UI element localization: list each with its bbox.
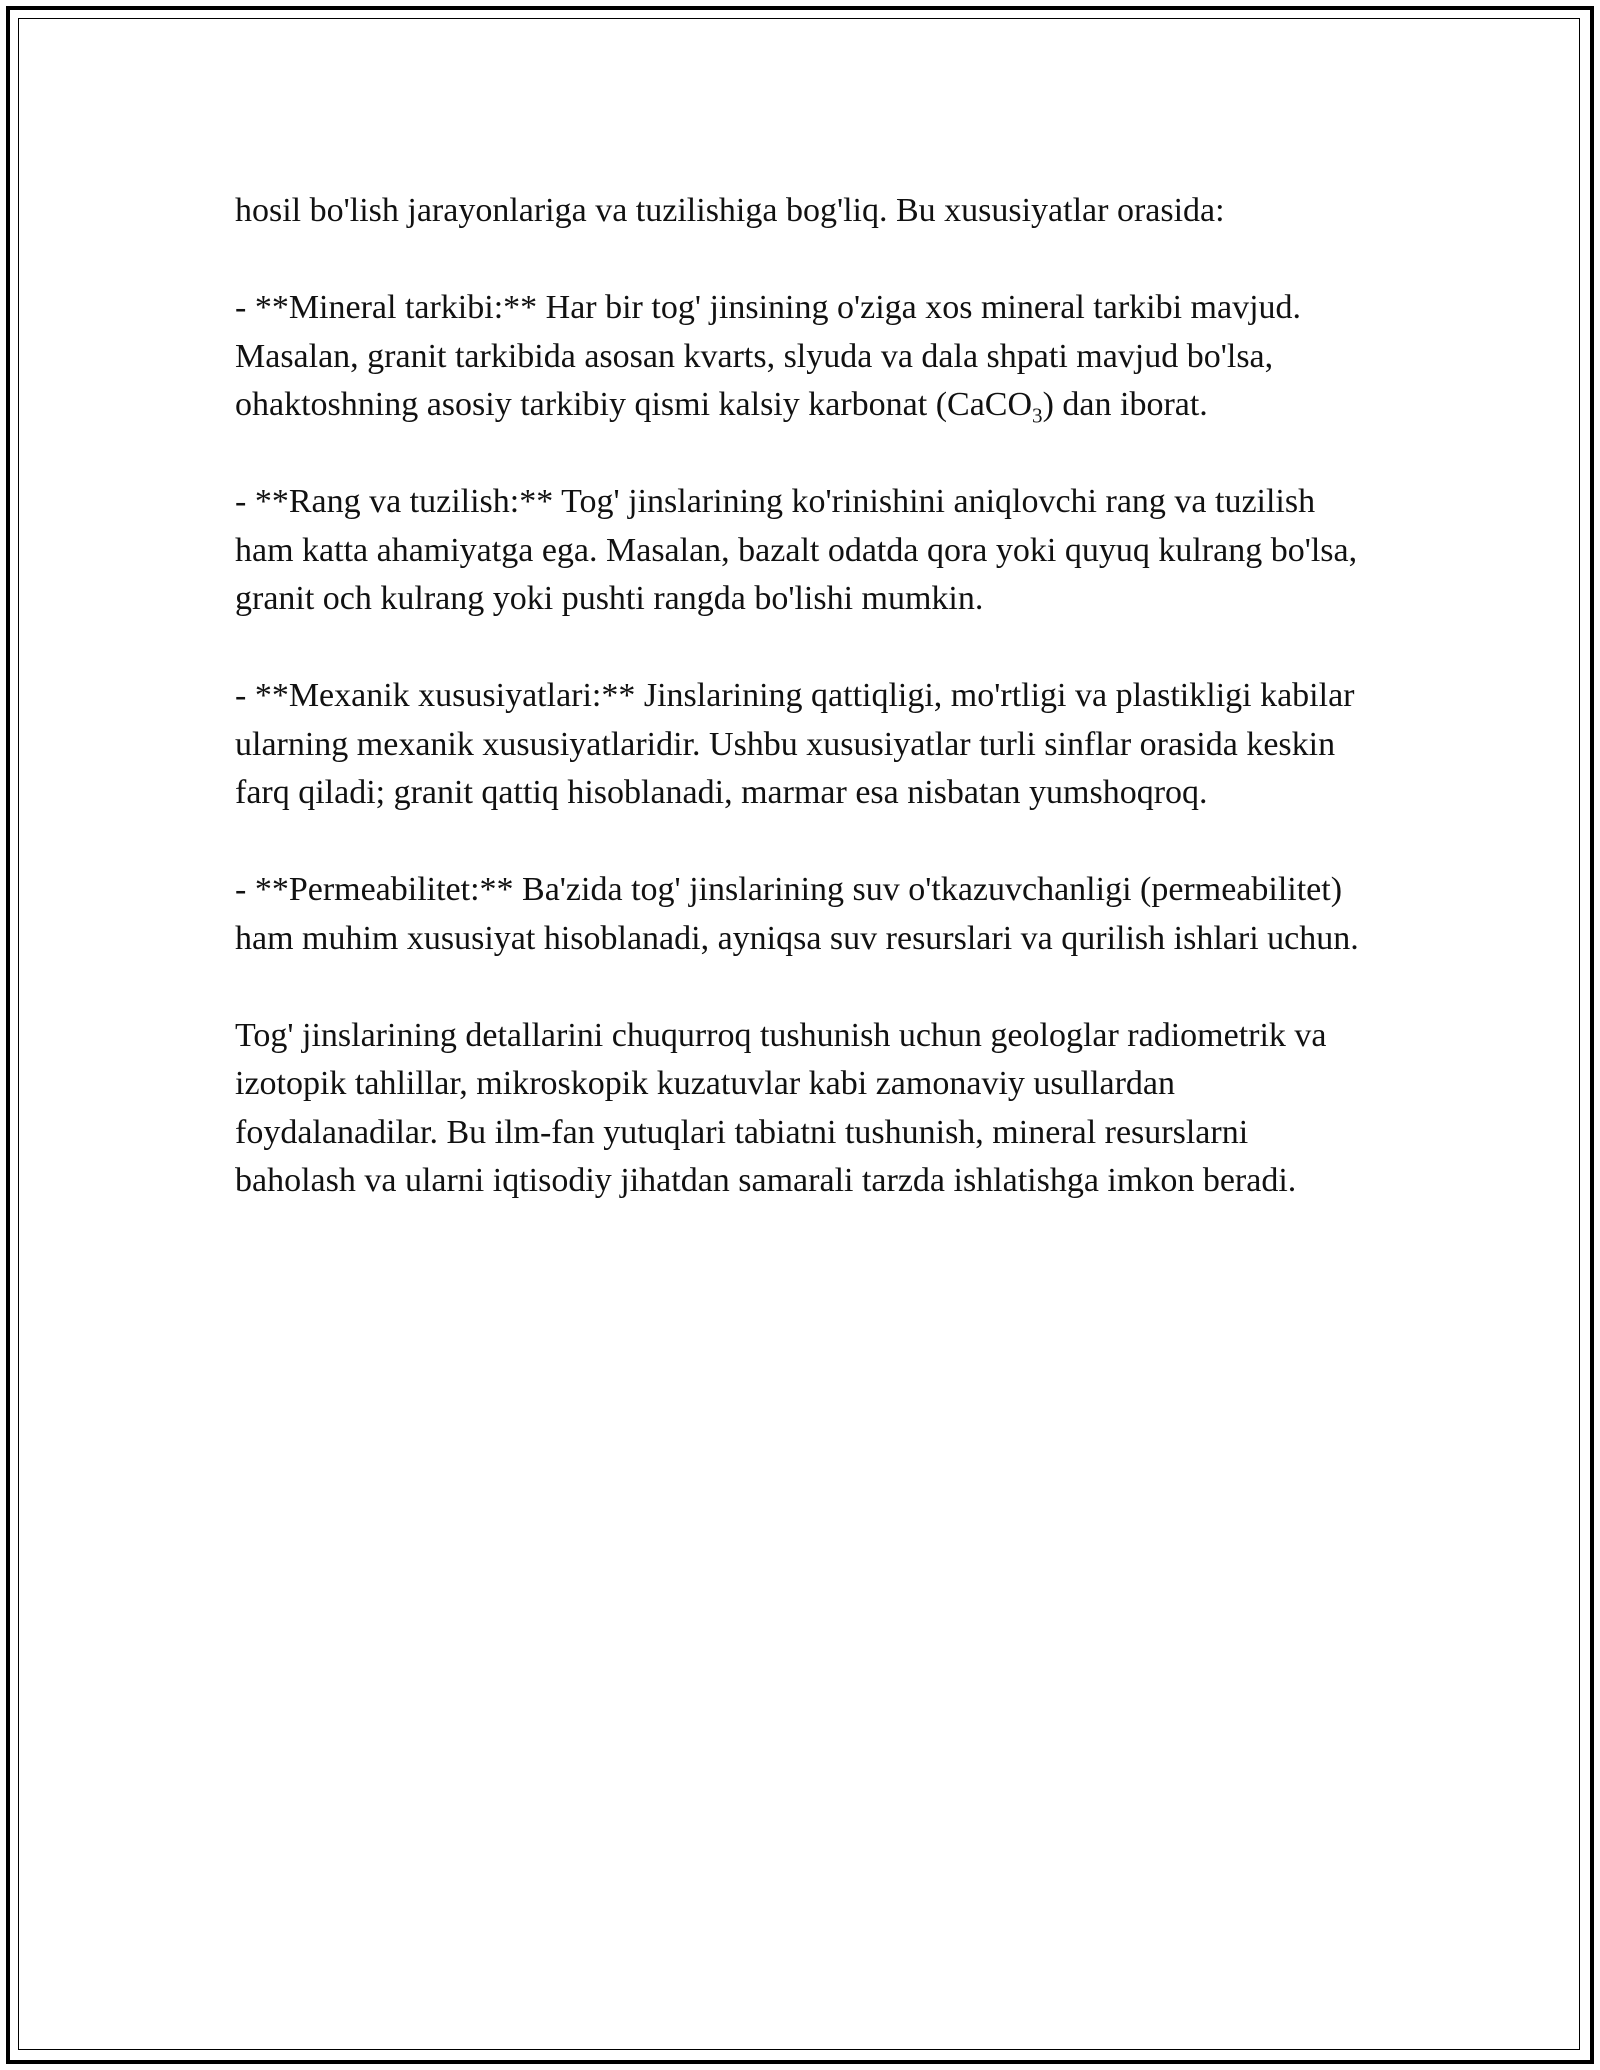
mineral-text: - **Mineral tarkibi:** Har bir tog' jinsining o'ziga xos mineral tarkibi mavjud. Masalan, granit tarkibida asosan kvarts, slyuda va dala shpati mavjud bo'lsa, ohaktoshning asosiy tarkibiy qismi kalsiy karbonat (CaCO — [235, 289, 1302, 423]
permeability-paragraph: - **Permeabilitet:** Ba'zida tog' jinslarining suv o'tkazuvchanligi (permeabilitet) ham muhim xususiyat hisoblanadi, ayniqsa suv resurslari va qurilish ishlari uchun. — [235, 871, 1359, 957]
document-body — [235, 187, 1365, 1254]
conclusion-paragraph: Tog' jinslarining detallarini chuqurroq tushunish uchun geologlar radiometrik va izotopik tahlillar, mikroskopik kuzatuvlar kabi zamonaviy usullardan foydalanadilar. Bu ilm-fan yutuqlari tabiatni tushunish, mineral resurslarni baholash va ularni iqtisodiy jihatdan samarali tarzda ishlatishga imkon beradi. — [235, 1016, 1327, 1199]
mechanical-properties-paragraph: - **Mexanik xususiyatlari:** Jinslarining qattiqligi, mo'rtligi va plastikligi kabilar ularning mexanik xususiyatlaridir. Ushbu xususiyatlar turli sinflar orasida keskin farq qiladi; granit qattiq hisoblanadi, marmar esa nisbatan yumshoqroq. — [235, 677, 1355, 811]
intro-paragraph: hosil bo'lish jarayonlariga va tuzilishiga bog'liq. Bu xususiyatlar orasida: — [235, 192, 1225, 229]
chemical-subscript: 3 — [1032, 403, 1043, 428]
mineral-text-end: ) dan iborat. — [1042, 386, 1208, 423]
mineral-composition-paragraph — [235, 284, 1365, 430]
color-structure-paragraph: - **Rang va tuzilish:** Tog' jinslarining ko'rinishini aniqlovchi rang va tuzilish ham katta ahamiyatga ega. Masalan, bazalt odatda qora yoki quyuq kulrang bo'lsa, granit och kulrang yoki pushti rangda bo'lishi mumkin. — [235, 483, 1358, 617]
